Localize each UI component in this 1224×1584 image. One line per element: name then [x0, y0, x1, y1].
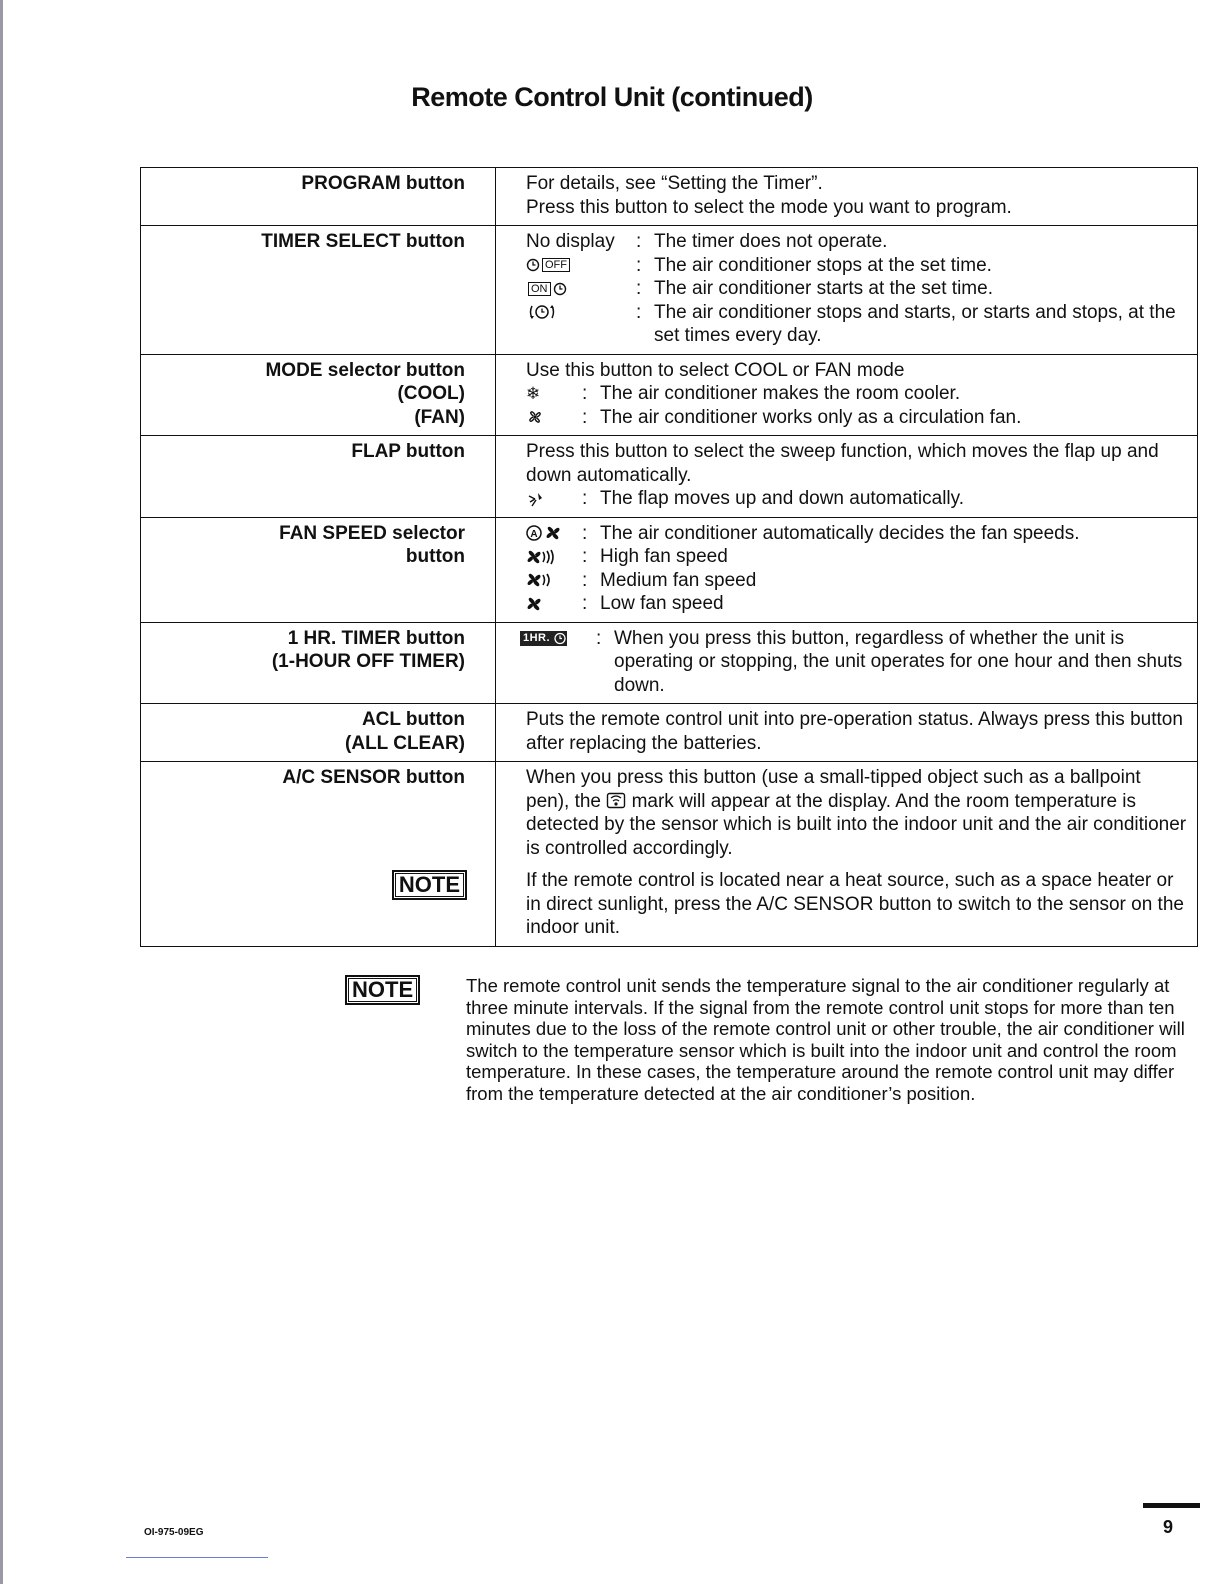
acl-label-2: (ALL CLEAR)	[345, 732, 465, 754]
timer-cycle-row: : The air conditioner stops and starts, or starts and stops, at the set times every day.	[526, 301, 1187, 348]
acl-text: Puts the remote control unit into pre-operation status. Always press this button after replacing the batteries.	[526, 709, 1183, 754]
table-row-mode	[141, 354, 1198, 436]
page-number: 9	[1163, 1517, 1174, 1537]
fan-speed-label-cell	[141, 517, 496, 622]
mode-fan-row: : The air conditioner works only as a circulation fan.	[526, 406, 1187, 430]
timer-cycle-text: The air conditioner stops and starts, or starts and stops, at the set times every day.	[654, 301, 1176, 346]
on-badge-icon: ON	[528, 282, 551, 296]
mode-intro: Use this button to select COOL or FAN mode	[526, 359, 905, 381]
acl-label-1: ACL button	[361, 709, 465, 730]
fan-low-icon	[526, 595, 556, 613]
no-display-key: No display	[526, 231, 615, 252]
fan-auto-text: The air conditioner automatically decides the fan speeds.	[600, 522, 1080, 544]
ac-sensor-label-cell	[141, 762, 496, 947]
footer-underline	[126, 1557, 268, 1558]
acl-label-cell	[141, 704, 496, 762]
ac-sensor-label: A/C SENSOR button	[282, 767, 465, 788]
mode-cool-row: ❄ : The air conditioner makes the room cooler.	[526, 382, 1187, 406]
bottom-note-label-wrap	[345, 975, 420, 1005]
fan-speed-label-1: FAN SPEED selector	[279, 522, 465, 544]
ac-sensor-text-before: When you press this button (use a small-tipped object such as a ballpoint pen), the	[526, 767, 1141, 812]
flap-description	[496, 436, 1198, 518]
button-description-table	[140, 167, 1198, 947]
clock-icon	[526, 258, 540, 272]
fan-speed-description	[496, 517, 1198, 622]
mode-fan-text: The air conditioner works only as a circulation fan.	[600, 406, 1022, 428]
fan-low-row: : Low fan speed	[526, 592, 1187, 616]
bottom-note-label: NOTE	[345, 975, 420, 1005]
fan-medium-row: : Medium fan speed	[526, 569, 1187, 593]
page-title: Remote Control Unit (continued)	[411, 82, 813, 112]
cycle-timer-icon	[526, 302, 558, 322]
table-row-fan-speed	[141, 517, 1198, 622]
acl-description	[496, 704, 1198, 762]
sensor-icon	[606, 792, 626, 809]
mode-sub-fan: (FAN)	[414, 406, 465, 428]
sweep-icon	[526, 490, 546, 508]
program-label: PROGRAM button	[141, 168, 496, 226]
document-code: OI-975-09EG	[144, 1527, 204, 1538]
ac-sensor-text	[526, 766, 1187, 860]
table-row-timer-select	[141, 226, 1198, 355]
flap-sweep-row: : The flap moves up and down automatically.	[526, 487, 1187, 511]
mode-cool-text: The air conditioner makes the room cooler.	[600, 383, 961, 404]
ac-sensor-note-label: NOTE	[392, 870, 467, 900]
fan-high-icon	[526, 548, 556, 566]
timer-select-label: TIMER SELECT button	[141, 226, 496, 355]
timer-off-row: OFF : The air conditioner stops at the set time.	[526, 254, 1187, 278]
svg-text:A: A	[530, 529, 538, 540]
one-hour-label-cell	[141, 622, 496, 704]
mode-sub-cool: (COOL)	[397, 383, 465, 404]
mode-label: MODE selector button	[265, 359, 465, 381]
no-display-text: The timer does not operate.	[654, 231, 888, 252]
clock-icon	[553, 631, 567, 646]
timer-on-text: The air conditioner starts at the set time.	[654, 278, 993, 299]
page-edge-rule	[0, 0, 3, 1584]
one-hour-description	[496, 622, 1198, 704]
one-hour-badge-icon: 1HR.	[520, 631, 553, 646]
ac-sensor-note-text: If the remote control is located near a heat source, such as a space heater or in direct sunlight, press the A/C SENSOR button to switch to the sensor on the indoor unit.	[526, 870, 1184, 938]
auto-fan-icon	[526, 524, 566, 542]
timer-select-description	[496, 226, 1198, 355]
table-row-ac-sensor	[141, 762, 1198, 947]
table-row-flap	[141, 436, 1198, 518]
fan-medium-icon	[526, 571, 556, 589]
fan-icon	[526, 408, 544, 426]
one-hour-row: 1HR. : When you press this button, regardless of whether the unit is operating or stopping, the unit operates for one hour and then shuts down.	[520, 627, 1187, 698]
fan-low-text: Low fan speed	[600, 593, 724, 614]
table-row-program	[141, 168, 1198, 226]
timer-no-display-row: No display : The timer does not operate.	[526, 230, 1187, 254]
ac-sensor-text-after: mark will appear at the display. And the room temperature is detected by the sensor which is built into the indoor unit and the air conditioner is controlled accordingly.	[526, 790, 1187, 859]
page-number-bar	[1143, 1503, 1200, 1508]
one-hour-label-2: (1-HOUR OFF TIMER)	[271, 651, 465, 672]
table-row-one-hour-timer	[141, 622, 1198, 704]
one-hour-label-1: 1 HR. TIMER button	[287, 627, 465, 649]
flap-sweep-text: The flap moves up and down automatically.	[600, 488, 965, 509]
fan-high-text: High fan speed	[600, 546, 728, 567]
snowflake-icon: ❄	[526, 383, 541, 403]
mode-label-cell	[141, 354, 496, 436]
program-line-2: Press this button to select the mode you want to program.	[526, 196, 1012, 218]
program-description	[496, 168, 1198, 226]
program-line-1: For details, see “Setting the Timer”.	[526, 173, 823, 194]
mode-description	[496, 354, 1198, 436]
timer-off-text: The air conditioner stops at the set time.	[654, 254, 992, 276]
clock-icon	[553, 282, 567, 296]
flap-intro: Press this button to select the sweep function, which moves the flap up and down automatically.	[526, 441, 1159, 486]
bottom-note-text: The remote control unit sends the temperature signal to the air conditioner regularly at three minute intervals. If the signal from the remote control unit stops for more than ten minutes due to the loss of the remote control unit or other trouble, the air conditioner will switch to the temperature sensor which is built into the indoor unit and control the room temperature. In these cases, the temperature around the remote control unit may differ from the temperature detected at the air conditioner’s position.	[466, 975, 1185, 1104]
ac-sensor-description	[496, 762, 1198, 947]
table-row-acl	[141, 704, 1198, 762]
flap-label: FLAP button	[141, 436, 496, 518]
off-badge-icon: OFF	[542, 258, 570, 272]
fan-medium-text: Medium fan speed	[600, 569, 757, 591]
timer-on-row: ON : The air conditioner starts at the set time.	[526, 277, 1187, 301]
fan-speed-label-2: button	[405, 546, 465, 567]
one-hour-text: When you press this button, regardless of whether the unit is operating or stopping, the unit operates for one hour and then shuts down.	[614, 627, 1183, 696]
fan-auto-row: A : The air conditioner automatically decides the fan speeds.	[526, 522, 1187, 546]
fan-high-row: : High fan speed	[526, 545, 1187, 569]
